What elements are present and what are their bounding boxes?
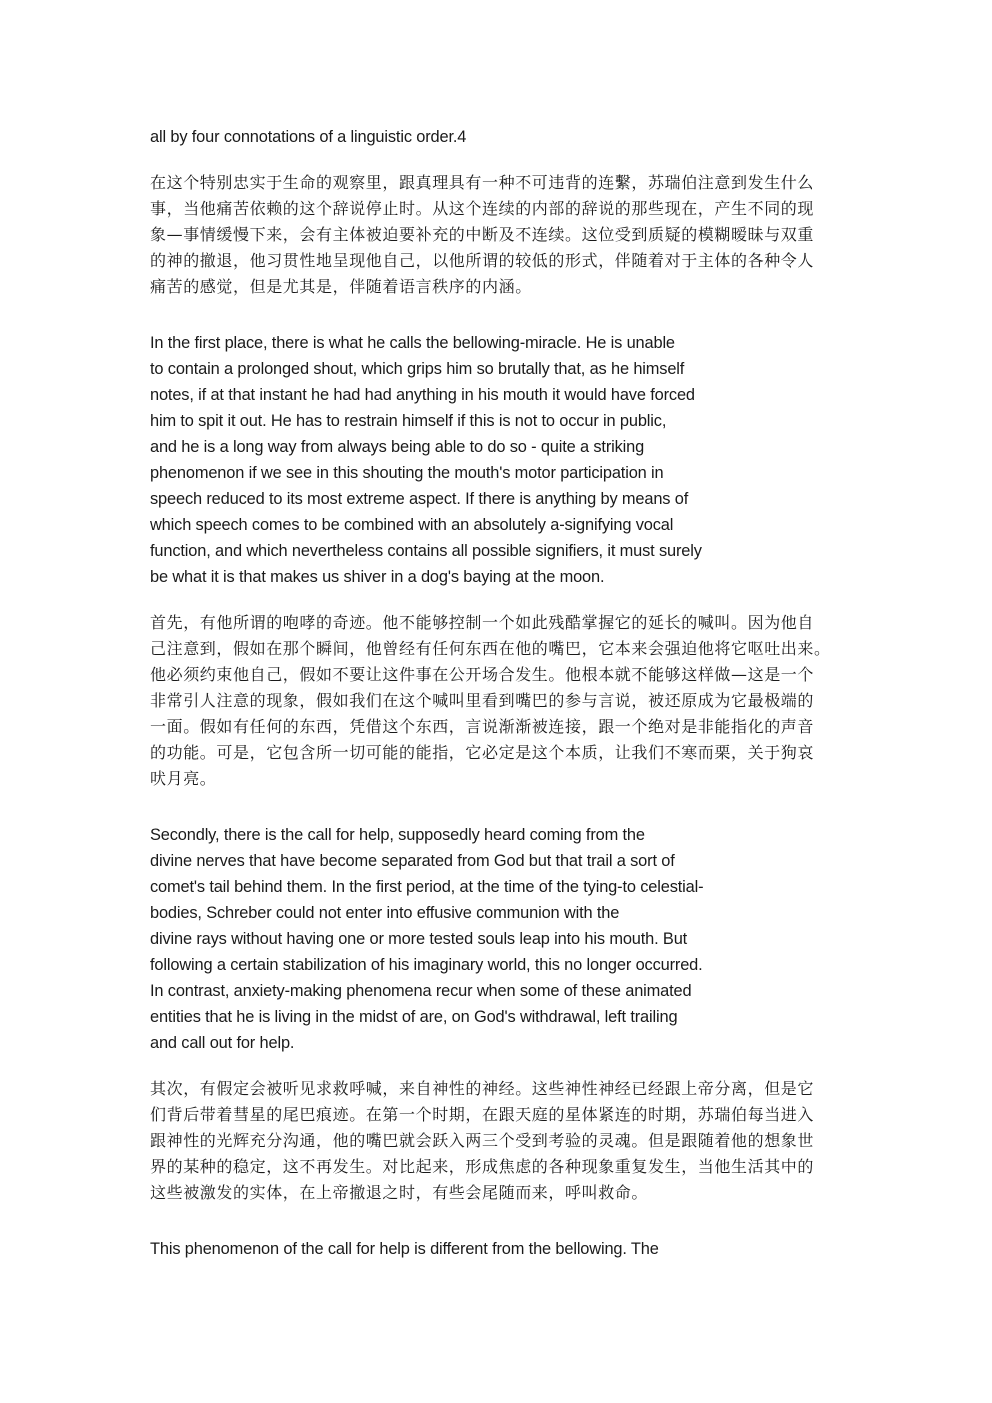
text-line: all by four connotations of a linguistic order.4 [150,128,467,146]
text-line: speech reduced to its most extreme aspect. If there is anything by means of [150,490,689,508]
text-line: him to spit it out. He has to restrain himself if this is not to occur in public, [150,412,667,430]
paragraph-english-3 [150,822,850,1056]
text-line: 们背后带着彗星的尾巴痕迹。在第一个时期，在跟天庭的星体紧连的时期，苏瑞伯每当进入 [150,1105,815,1124]
text-line: 首先，有他所谓的咆哮的奇迹。他不能够控制一个如此残酷掌握它的延长的喊叫。因为他自 [150,613,815,632]
text-line: which speech comes to be combined with an absolutely a-signifying vocal [150,516,674,534]
text-line: 界的某种的稳定，这不再发生。对比起来，形成焦虑的各种现象重复发生，当他生活其中的 [150,1157,815,1176]
text-line: to contain a prolonged shout, which grips him so brutally that, as he himself [150,360,685,378]
text-line: bodies, Schreber could not enter into effusive communion with the [150,904,620,922]
text-line: phenomenon if we see in this shouting the mouth's motor participation in [150,464,664,482]
text-line: This phenomenon of the call for help is different from the bellowing. The [150,1240,659,1258]
text-line: 这些被激发的实体，在上帝撤退之时，有些会尾随而来，呼叫救命。 [150,1183,649,1202]
text-line: and call out for help. [150,1034,295,1052]
paragraph-chinese-3 [150,1076,850,1206]
paragraph-chinese-2 [150,610,850,792]
text-line: 在这个特别忠实于生命的观察里，跟真理具有一种不可违背的连繫，苏瑞伯注意到发生什么 [150,173,815,192]
text-line: 象—事情缓慢下来，会有主体被迫要补充的中断及不连续。这位受到质疑的模糊暧昧与双重 [150,225,815,244]
text-line: 的神的撤退，他习贯性地呈现他自己，以他所谓的较低的形式，伴随着对于主体的各种令人 [150,251,815,270]
text-line: divine rays without having one or more tested souls leap into his mouth. But [150,930,688,948]
text-line: 他必须约束他自己，假如不要让这件事在公开场合发生。他根本就不能够这样做—这是一个 [150,665,815,684]
text-line: 事，当他痛苦依赖的这个辞说停止时。从这个连续的内部的辞说的那些现在，产生不同的现 [150,199,815,218]
text-line: 己注意到，假如在那个瞬间，他曾经有任何东西在他的嘴巴，它本来会强迫他将它呕吐出来。 [150,639,831,658]
text-line: comet's tail behind them. In the first period, at the time of the tying-to celestial- [150,878,704,896]
text-line: In the first place, there is what he calls the bellowing-miracle. He is unable [150,334,675,352]
text-line: 吠月亮。 [150,769,217,788]
text-line: divine nerves that have become separated from God but that trail a sort of [150,852,675,870]
text-line: following a certain stabilization of his imaginary world, this no longer occurred. [150,956,703,974]
text-line: Secondly, there is the call for help, supposedly heard coming from the [150,826,645,844]
text-line: entities that he is living in the midst of are, on God's withdrawal, left trailing [150,1008,678,1026]
text-line: 的功能。可是，它包含所一切可能的能指，它必定是这个本质，让我们不寒而栗，关于狗哀 [150,743,815,762]
text-line: In contrast, anxiety-making phenomena recur when some of these animated [150,982,692,1000]
text-line: 痛苦的感觉，但是尤其是，伴随着语言秩序的内涵。 [150,277,532,296]
text-line: 跟神性的光辉充分沟通，他的嘴巴就会跃入两三个受到考验的灵魂。但是跟随着他的想象世 [150,1131,815,1150]
paragraph-chinese-1 [150,170,850,300]
text-line: function, and which nevertheless contains all possible signifiers, it must surely [150,542,702,560]
paragraph-english-1 [150,124,850,150]
text-line: notes, if at that instant he had had anything in his mouth it would have forced [150,386,695,404]
document-page [150,124,850,1262]
text-line: and he is a long way from always being able to do so - quite a striking [150,438,645,456]
text-line: 其次，有假定会被听见求救呼喊，来自神性的神经。这些神性神经已经跟上帝分离，但是它 [150,1079,815,1098]
text-line: 一面。假如有任何的东西，凭借这个东西，言说渐渐被连接，跟一个绝对是非能指化的声音 [150,717,815,736]
text-line: be what it is that makes us shiver in a dog's baying at the moon. [150,568,605,586]
text-line: 非常引人注意的现象，假如我们在这个喊叫里看到嘴巴的参与言说，被还原成为它最极端的 [150,691,815,710]
paragraph-english-4 [150,1236,850,1262]
paragraph-english-2 [150,330,850,590]
